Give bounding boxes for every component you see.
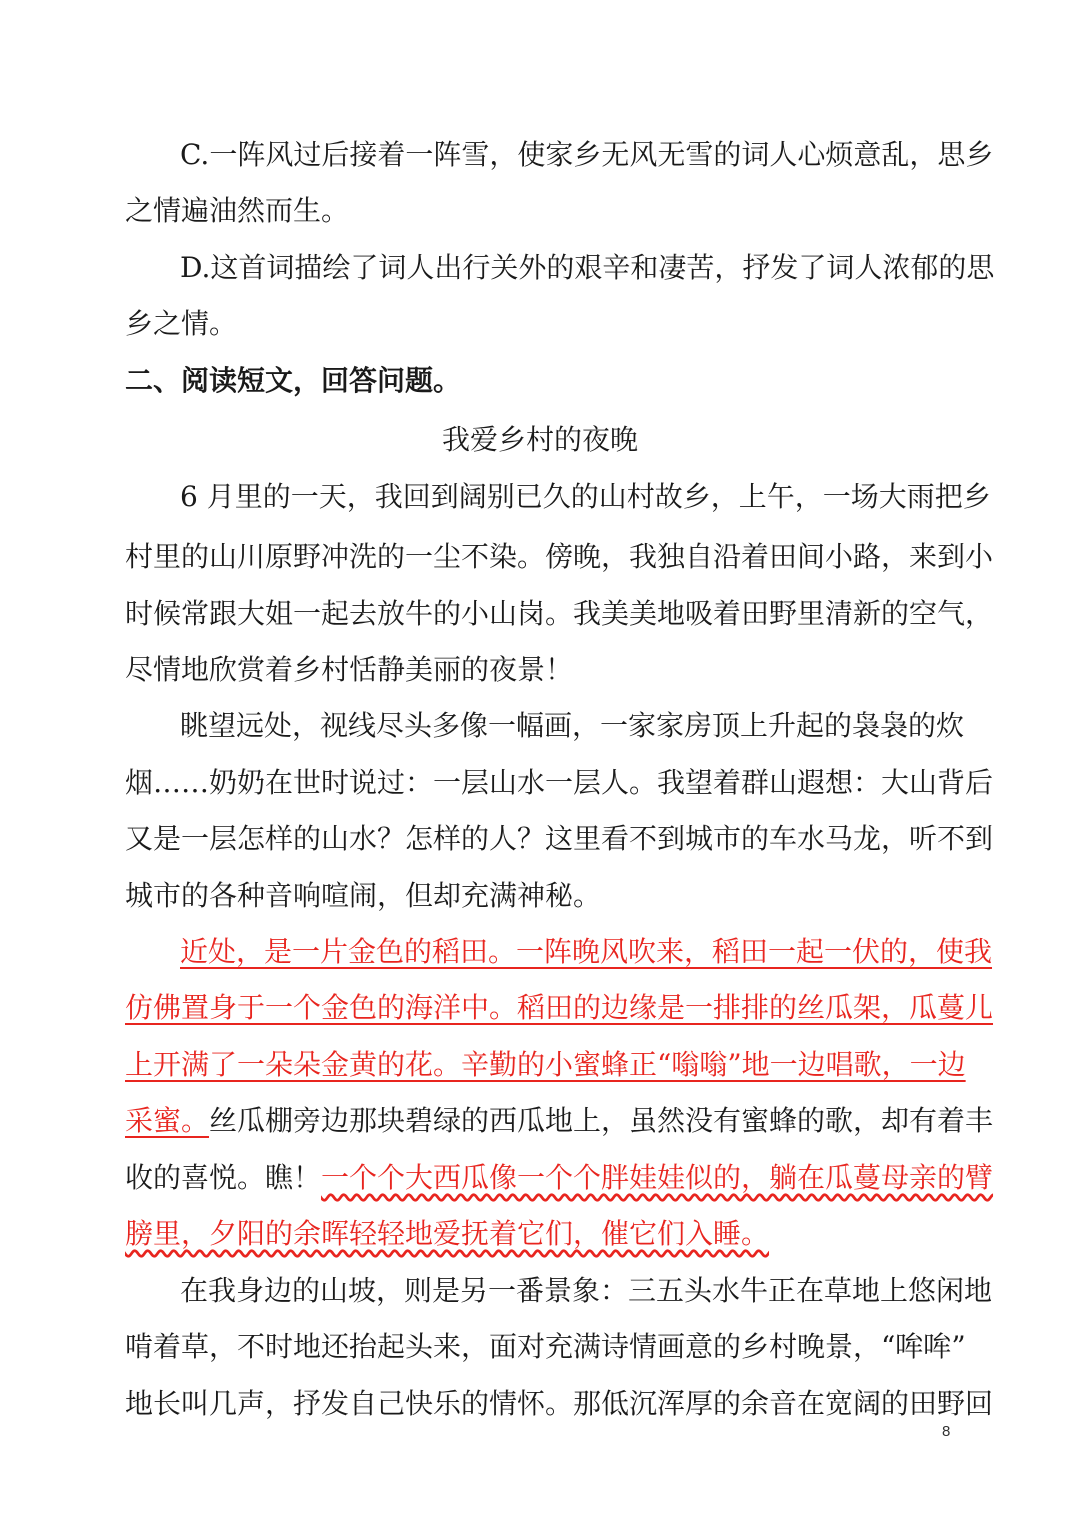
paragraph-1-line-2: 村里的山川原野冲洗的一尘不染。傍晚，我独自沿着田间小路，来到小 (125, 540, 994, 573)
option-c-line-1: C.一阵风过后接着一阵雪，使家乡无风无雪的词人心烦意乱，思乡 (180, 138, 994, 171)
paragraph-4-line-1: 在我身边的山坡，则是另一番景象：三五头水牛正在草地上悠闲地 (180, 1274, 993, 1307)
paragraph-4-line-3: 地长叫几声，抒发自己快乐的情怀。那低沉浑厚的余音在宽阔的田野回 (125, 1387, 994, 1420)
wavy-underlined-phrase: 膀里，夕阳的余晖轻轻地爱抚着它们，催它们入睡。 (125, 1217, 770, 1250)
paragraph-4-line-2: 啃着草，不时地还抬起头来，面对充满诗情画意的乡村晚景，“哞哞” (125, 1330, 966, 1363)
paragraph-2-line-3: 又是一层怎样的山水？怎样的人？这里看不到城市的车水马龙，听不到 (125, 822, 994, 855)
plain-phrase: 丝瓜棚旁边那块碧绿的西瓜地上，虽然没有蜜蜂的歌，却有着丰 (209, 1104, 994, 1137)
paragraph-3-line-1: 近处，是一片金色的稻田。一阵晚风吹来，稻田一起一伏的，使我 (180, 935, 993, 968)
option-d-line-2: 乡之情。 (125, 307, 238, 340)
paragraph-1-line-3: 时候常跟大姐一起去放牛的小山岗。我美美地吸着田野里清新的空气， (125, 597, 994, 630)
paragraph-2-line-1: 眺望远处，视线尽头多像一幅画，一家家房顶上升起的袅袅的炊 (180, 709, 965, 742)
paragraph-3-line-4 (125, 1101, 994, 1141)
paragraph-3-line-5 (125, 1158, 994, 1198)
paragraph-2-line-2: 烟……奶奶在世时说过：一层山水一层人。我望着群山遐想：大山背后 (125, 766, 994, 799)
option-c-line-2: 之情遍油然而生。 (125, 194, 350, 227)
paragraph-3-line-6 (125, 1214, 957, 1254)
article-title: 我爱乡村的夜晚 (441, 423, 638, 456)
underlined-phrase: 采蜜。 (125, 1104, 210, 1137)
paragraph-3-line-3: 上开满了一朵朵金黄的花。辛勤的小蜜蜂正“嗡嗡”地一边唱歌，一边 (125, 1048, 966, 1081)
paragraph-1-line-1: 6 月里的一天，我回到阔别已久的山村故乡，上午，一场大雨把乡 (180, 480, 991, 513)
plain-phrase: 收的喜悦。瞧！ (125, 1161, 322, 1194)
paragraph-3-line-2: 仿佛置身于一个金色的海洋中。稻田的边缘是一排排的丝瓜架，瓜蔓儿 (125, 991, 994, 1024)
wavy-underlined-phrase: 一个个大西瓜像一个个胖娃娃似的，躺在瓜蔓母亲的臂 (321, 1161, 994, 1194)
page-number: 8 (942, 1423, 951, 1440)
option-d-line-1: D.这首词描绘了词人出行关外的艰辛和凄苦，抒发了词人浓郁的思 (180, 251, 995, 284)
paragraph-2-line-4: 城市的各种音响喧闹，但却充满神秘。 (125, 879, 602, 912)
paragraph-1-line-4: 尽情地欣赏着乡村恬静美丽的夜景！ (125, 653, 574, 686)
section-heading: 二、阅读短文，回答问题。 (125, 364, 462, 397)
